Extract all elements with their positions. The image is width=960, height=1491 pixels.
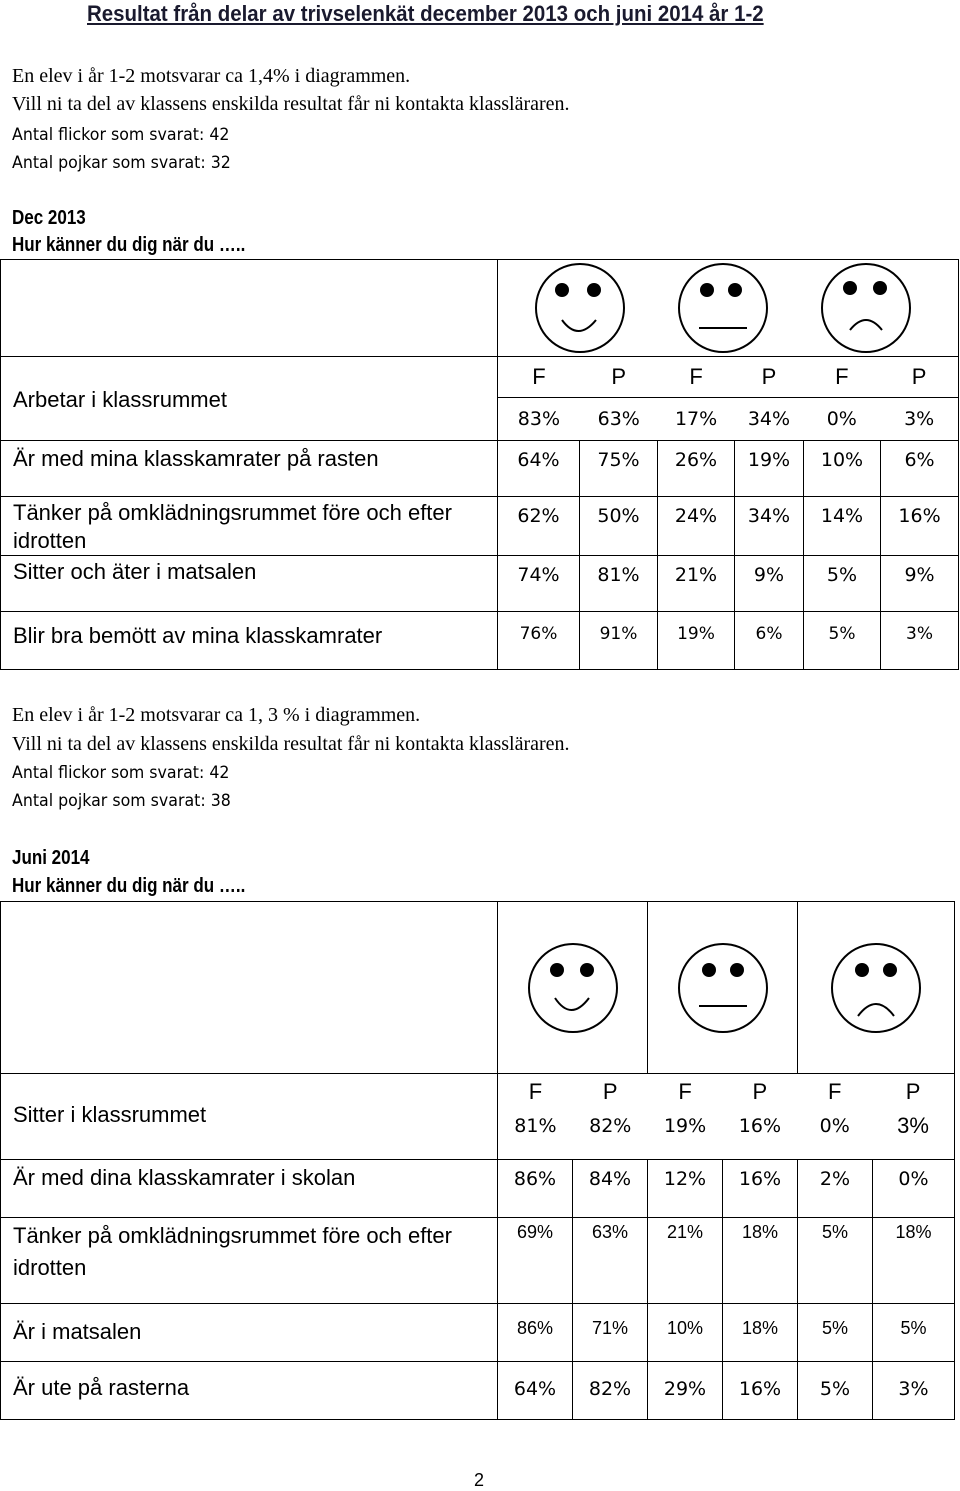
value-cell: 86%	[498, 1304, 573, 1362]
results-table-jun	[0, 901, 955, 1420]
value-cell: 12%	[648, 1160, 723, 1218]
intro-line-2: Vill ni ta del av klassens enskilda resultat får ni kontakta klassläraren.	[12, 93, 570, 115]
face-cell	[798, 902, 955, 1074]
value-cell: 6%	[735, 612, 804, 670]
row-label: Är i matsalen	[1, 1304, 498, 1362]
girls-count: Antal flickor som svarat: 42	[12, 763, 230, 783]
neutral-face-icon	[675, 260, 771, 356]
value-cell: 0%	[819, 1115, 850, 1137]
value-cell: 86%	[498, 1160, 573, 1218]
value-cell: 17%	[674, 408, 718, 430]
value-cell: 9%	[881, 556, 959, 612]
col-header-f: F	[532, 364, 546, 389]
col-header-f: F	[828, 1079, 842, 1104]
table-row	[1, 1304, 955, 1362]
boys-count: Antal pojkar som svarat: 32	[12, 153, 231, 173]
col-header-f: F	[689, 364, 703, 389]
table-row	[1, 1218, 955, 1304]
value-cell: 5%	[798, 1218, 873, 1304]
value-cell: 24%	[658, 497, 735, 556]
value-cell: 19%	[735, 441, 804, 497]
col-header-p: P	[905, 1079, 921, 1104]
results-table-dec	[0, 259, 959, 670]
value-cell: 3%	[897, 1113, 929, 1138]
value-cell: 9%	[735, 556, 804, 612]
blank-cell	[1, 902, 498, 1074]
value-cell: 16%	[723, 1160, 798, 1218]
value-cell: 21%	[648, 1218, 723, 1304]
table-row	[1, 556, 959, 612]
value-cell: 34%	[747, 408, 791, 430]
col-header-p: P	[911, 364, 927, 389]
value-cell: 82%	[589, 1115, 632, 1137]
value-cell: 19%	[658, 612, 735, 670]
value-cell: 14%	[804, 497, 881, 556]
value-cell: 5%	[804, 612, 881, 670]
table-row	[1, 497, 959, 556]
value-cell: 18%	[723, 1218, 798, 1304]
col-header-p: P	[761, 364, 777, 389]
value-cell: 63%	[573, 1218, 648, 1304]
header-and-values	[498, 357, 959, 441]
value-cell: 5%	[798, 1362, 873, 1420]
value-cell: 5%	[804, 556, 881, 612]
row-label: Arbetar i klassrummet	[1, 357, 498, 441]
face-cell	[498, 902, 648, 1074]
value-cell: 91%	[580, 612, 658, 670]
boys-count: Antal pojkar som svarat: 38	[12, 791, 231, 811]
value-cell: 0%	[826, 408, 857, 430]
value-cell: 69%	[498, 1218, 573, 1304]
row-label: Tänker på omklädningsrummet före och efter idrotten	[1, 497, 498, 556]
page-title: Resultat från delar av trivselenkät december 2013 och juni 2014 år 1-2	[87, 1, 764, 26]
value-cell: 64%	[498, 441, 580, 497]
intro-line-2: Vill ni ta del av klassens enskilda resultat får ni kontakta klassläraren.	[12, 733, 570, 755]
face-cell	[648, 902, 798, 1074]
col-header-f: F	[678, 1079, 692, 1104]
section-date: Juni 2014	[12, 847, 90, 869]
section-date: Dec 2013	[12, 207, 86, 229]
table-row	[1, 441, 959, 497]
value-cell: 18%	[873, 1218, 955, 1304]
sad-face-icon	[828, 940, 924, 1036]
value-cell: 18%	[723, 1304, 798, 1362]
row-label: Blir bra bemött av mina klasskamrater	[1, 612, 498, 670]
faces-cell	[498, 260, 959, 357]
value-cell: 62%	[498, 497, 580, 556]
happy-face-icon	[532, 260, 628, 356]
value-cell: 74%	[498, 556, 580, 612]
section-question: Hur känner du dig när du …..	[12, 875, 246, 897]
value-cell: 26%	[658, 441, 735, 497]
intro-line-1: En elev i år 1-2 motsvarar ca 1, 3 % i diagrammen.	[12, 704, 421, 726]
value-cell: 83%	[517, 408, 561, 430]
value-cell: 5%	[798, 1304, 873, 1362]
happy-face-icon	[525, 940, 621, 1036]
header-and-values	[498, 1074, 955, 1160]
page-number: 2	[474, 1470, 485, 1490]
value-cell: 34%	[735, 497, 804, 556]
value-cell: 16%	[881, 497, 959, 556]
value-cell: 0%	[873, 1160, 955, 1218]
value-cell: 50%	[580, 497, 658, 556]
col-header-p: P	[752, 1079, 768, 1104]
row-label: Sitter i klassrummet	[1, 1074, 498, 1160]
value-cell: 63%	[597, 408, 640, 430]
value-cell: 10%	[648, 1304, 723, 1362]
col-header-f: F	[835, 364, 849, 389]
row-label: Sitter och äter i matsalen	[1, 556, 498, 612]
value-cell: 21%	[658, 556, 735, 612]
value-cell: 16%	[738, 1115, 782, 1137]
table-row	[1, 612, 959, 670]
value-cell: 5%	[873, 1304, 955, 1362]
value-cell: 82%	[573, 1362, 648, 1420]
value-cell: 2%	[798, 1160, 873, 1218]
row-label: Tänker på omklädningsrummet före och efter idrotten	[1, 1218, 498, 1304]
value-cell: 10%	[804, 441, 881, 497]
blank-cell	[1, 260, 498, 357]
section-question: Hur känner du dig när du …..	[12, 234, 246, 256]
col-header-p: P	[611, 364, 627, 389]
value-cell: 64%	[498, 1362, 573, 1420]
value-cell: 19%	[663, 1115, 707, 1137]
value-cell: 3%	[873, 1362, 955, 1420]
intro-line-1: En elev i år 1-2 motsvarar ca 1,4% i diagrammen.	[12, 65, 411, 87]
value-cell: 6%	[881, 441, 959, 497]
row-label: Är ute på rasterna	[1, 1362, 498, 1420]
value-cell: 29%	[648, 1362, 723, 1420]
value-cell: 84%	[573, 1160, 648, 1218]
value-cell: 76%	[498, 612, 580, 670]
row-label: Är med dina klasskamrater i skolan	[1, 1160, 498, 1218]
value-cell: 75%	[580, 441, 658, 497]
value-cell: 16%	[723, 1362, 798, 1420]
value-cell: 3%	[881, 612, 959, 670]
value-cell: 3%	[904, 408, 935, 430]
neutral-face-icon	[675, 940, 771, 1036]
value-cell: 81%	[580, 556, 658, 612]
value-cell: 71%	[573, 1304, 648, 1362]
col-header-f: F	[528, 1079, 543, 1104]
col-header-p: P	[602, 1079, 618, 1104]
value-cell: 81%	[514, 1115, 557, 1137]
sad-face-icon	[818, 260, 914, 356]
girls-count: Antal flickor som svarat: 42	[12, 125, 230, 145]
table-row	[1, 1160, 955, 1218]
table-row	[1, 1362, 955, 1420]
row-label: Är med mina klasskamrater på rasten	[1, 441, 498, 497]
